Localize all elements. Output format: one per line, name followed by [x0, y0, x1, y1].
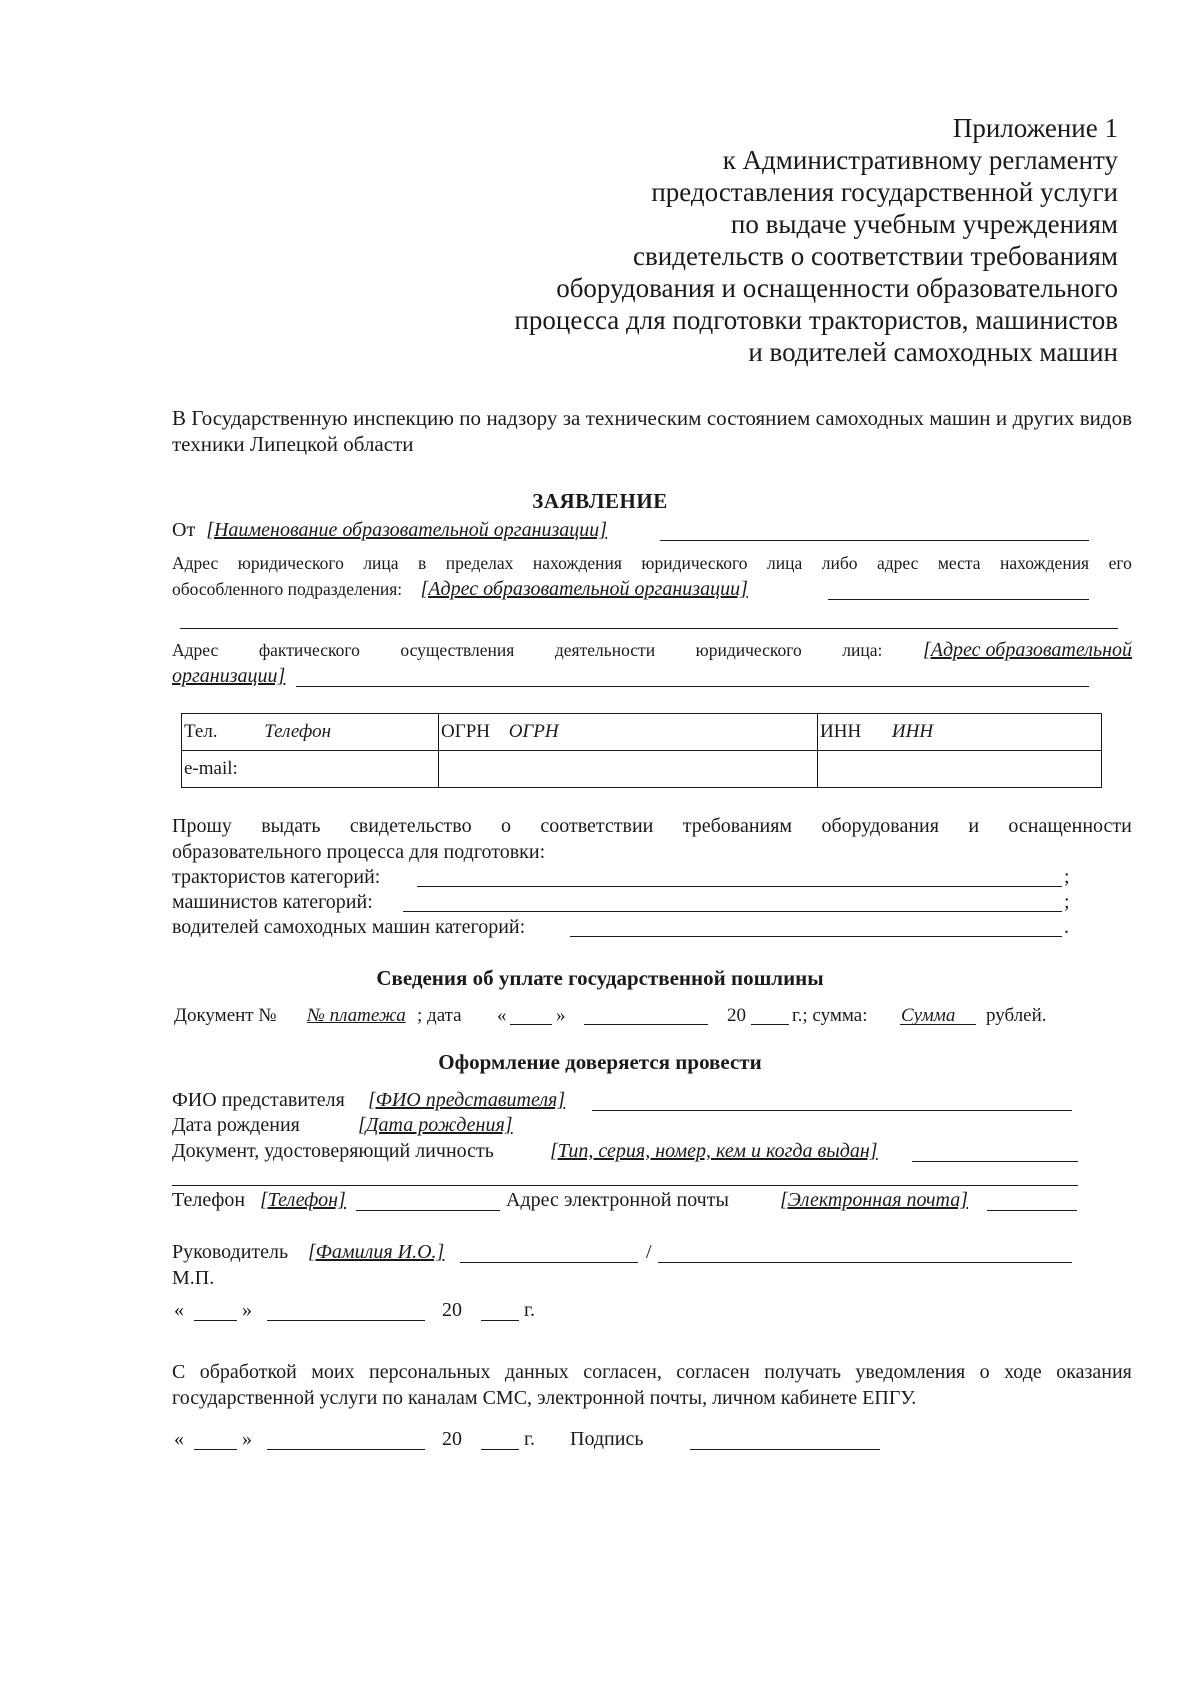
- consent-word: уведомления: [855, 1361, 966, 1383]
- consent-word: согласен,: [583, 1361, 662, 1383]
- consent-word: моих: [311, 1361, 355, 1383]
- driver-categories-label: водителей самоходных машин категорий:: [172, 916, 526, 938]
- ogrn-label: ОГРН: [441, 721, 490, 742]
- header-line: Приложение 1: [952, 113, 1118, 143]
- actual-address-word: осуществления: [400, 640, 515, 660]
- actual-address-word: лица:: [842, 640, 883, 660]
- request-word: и: [968, 815, 980, 837]
- phone-cell[interactable]: [182, 714, 439, 751]
- email-cell[interactable]: [182, 751, 439, 788]
- consent-word: обработкой: [199, 1361, 297, 1383]
- legal-address-word: юридического: [641, 553, 748, 573]
- signature-input[interactable]: [690, 1449, 880, 1450]
- driver-period: .: [1064, 916, 1069, 938]
- head-day-input[interactable]: [194, 1320, 237, 1321]
- legal-address-line2: [172, 577, 748, 601]
- legal-address-word: его: [1108, 553, 1132, 573]
- head-name-underline: [460, 1262, 638, 1263]
- header-line: оборудования и оснащенности образовательного: [556, 273, 1118, 303]
- ogrn-value[interactable]: ОГРН: [508, 721, 559, 742]
- machinist-semicolon: ;: [1064, 891, 1070, 913]
- consent-quote-close: »: [242, 1428, 252, 1450]
- tractor-categories-input[interactable]: [417, 886, 1062, 887]
- actual-address-word: Адрес: [172, 640, 219, 660]
- delegate-id-value[interactable]: [Тип, серия, номер, кем и когда выдан]: [550, 1140, 878, 1162]
- request-word: свидетельство: [349, 815, 472, 837]
- head-quote-close: »: [242, 1299, 252, 1321]
- delegate-id-label: Документ, удостоверяющий личность: [172, 1140, 494, 1162]
- legal-address-value[interactable]: [Адрес образовательной организации]: [420, 578, 748, 600]
- request-word: выдать: [261, 815, 321, 837]
- consent-line2: государственной услуги по каналам СМС, электронной почты, личном кабинете ЕПГУ.: [172, 1387, 917, 1409]
- legal-address-word: пределах: [445, 553, 514, 573]
- delegate-email-underline: [987, 1210, 1077, 1211]
- consent-year-prefix: 20: [442, 1428, 462, 1450]
- consent-month-input[interactable]: [267, 1449, 425, 1450]
- head-label: Руководитель: [172, 1241, 289, 1263]
- head-quote-open: «: [174, 1299, 184, 1321]
- head-year-prefix: 20: [442, 1299, 462, 1321]
- consent-quote-open: «: [174, 1428, 184, 1450]
- request-word: оборудования: [821, 815, 939, 837]
- delegate-email-value[interactable]: [Электронная почта]: [780, 1189, 969, 1211]
- fee-quote-close: »: [556, 1005, 566, 1026]
- inn-label: ИНН: [820, 721, 862, 742]
- delegate-fio-value[interactable]: [ФИО представителя]: [368, 1089, 566, 1111]
- signature-label: Подпись: [570, 1428, 644, 1450]
- legal-address-extra-line: [180, 628, 1118, 629]
- consent-word: согласен: [676, 1361, 750, 1383]
- from-row: [172, 518, 607, 542]
- head-month-input[interactable]: [267, 1320, 425, 1321]
- delegate-birth-value[interactable]: [Дата рождения]: [358, 1114, 513, 1136]
- head-signature-input[interactable]: [658, 1262, 1072, 1263]
- phone-value[interactable]: Телефон: [264, 721, 332, 742]
- fee-quote-open: «: [497, 1005, 507, 1026]
- fee-month-input[interactable]: [584, 1024, 708, 1025]
- head-year-suffix: г.: [524, 1299, 535, 1321]
- request-word: Прошу: [172, 815, 232, 837]
- actual-address-underline: [296, 686, 1089, 687]
- empty-cell[interactable]: [818, 751, 1102, 788]
- addressee: В Государственную инспекцию по надзору за техническим состоянием самоходных машин и других видов техники Липецкой области: [172, 406, 1132, 456]
- actual-address-word: юридического: [695, 640, 802, 660]
- consent-day-input[interactable]: [194, 1449, 237, 1450]
- actual-address-line1: [172, 638, 1132, 662]
- legal-address-word: лица: [767, 553, 803, 573]
- from-label: От: [172, 519, 196, 541]
- actual-address-value-part2[interactable]: организации]: [172, 665, 286, 687]
- header-line: к Административному регламенту: [722, 145, 1118, 175]
- table-row: [182, 751, 1102, 788]
- delegate-birth-label: Дата рождения: [172, 1114, 300, 1136]
- consent-year-suffix: г.: [524, 1428, 535, 1450]
- fee-doc-value[interactable]: № платежа: [307, 1005, 406, 1026]
- fee-date-label: ; дата: [417, 1005, 462, 1026]
- inn-value[interactable]: ИНН: [891, 721, 934, 742]
- request-word: соответствии: [540, 815, 654, 837]
- fee-sum-value[interactable]: Сумма: [901, 1005, 956, 1026]
- legal-address-word: либо: [821, 553, 858, 573]
- actual-address-value-part1[interactable]: [Адрес образовательной: [922, 639, 1132, 661]
- delegate-phone-label: Телефон: [172, 1189, 246, 1211]
- email-label: e-mail:: [184, 758, 238, 779]
- delegate-email-label: Адрес электронной почты: [506, 1189, 729, 1211]
- delegate-section-title: Оформление доверяется провести: [438, 1050, 762, 1074]
- consent-word: получать: [764, 1361, 841, 1383]
- header-line: свидетельств о соответствии требованиям: [633, 241, 1118, 271]
- fee-currency: рублей.: [986, 1005, 1047, 1026]
- header-line: процесса для подготовки трактористов, машинистов: [514, 305, 1118, 335]
- consent-word: ходе: [1004, 1361, 1042, 1383]
- head-slash: /: [646, 1241, 652, 1263]
- request-word: оснащенности: [1008, 815, 1132, 837]
- head-year-input[interactable]: [481, 1320, 519, 1321]
- delegate-id-underline: [912, 1161, 1078, 1162]
- consent-word: данных: [504, 1361, 569, 1383]
- request-word: требованиям: [682, 815, 793, 837]
- delegate-id-extra-line[interactable]: [172, 1185, 1078, 1186]
- request-line2: образовательного процесса для подготовки:: [172, 841, 546, 863]
- actual-address-word: деятельности: [554, 640, 656, 660]
- contacts-table: [181, 713, 1102, 788]
- table-row: [182, 714, 1102, 751]
- ogrn-cell[interactable]: [439, 714, 818, 751]
- actual-address-word: фактического: [258, 640, 360, 660]
- inn-cell[interactable]: [818, 714, 1102, 751]
- appendix-header: [514, 112, 1118, 368]
- legal-address-word: Адрес: [172, 553, 219, 573]
- tractor-categories-label: трактористов категорий:: [172, 866, 381, 888]
- fee-day-input[interactable]: [510, 1024, 552, 1025]
- document-title: ЗАЯВЛЕНИЕ: [532, 489, 668, 513]
- tractor-semicolon: ;: [1064, 866, 1070, 888]
- header-line: предоставления государственной услуги: [651, 177, 1118, 207]
- request-line1: [172, 814, 1132, 838]
- fee-doc-label: Документ №: [174, 1005, 277, 1026]
- fee-year-input[interactable]: [751, 1024, 789, 1025]
- legal-address-word: в: [418, 553, 427, 573]
- machinist-categories-label: машинистов категорий:: [172, 891, 373, 913]
- fee-section-title: Сведения об уплате государственной пошлины: [376, 966, 824, 990]
- consent-line1: [172, 1360, 1132, 1384]
- delegate-phone-underline: [356, 1210, 500, 1211]
- driver-categories-input[interactable]: [570, 936, 1062, 937]
- header-line: по выдаче учебным учреждениям: [730, 209, 1118, 239]
- request-word: о: [500, 815, 511, 837]
- fee-sum-underline: [900, 1024, 976, 1025]
- from-value[interactable]: [Наименование образовательной организации]: [206, 519, 608, 541]
- delegate-fio-label: ФИО представителя: [172, 1089, 345, 1111]
- header-line: и водителей самоходных машин: [748, 337, 1118, 367]
- empty-cell[interactable]: [439, 751, 818, 788]
- legal-address-word: лица: [363, 553, 399, 573]
- fee-year-suffix: г.; сумма:: [792, 1005, 868, 1026]
- fee-year-prefix: 20: [727, 1005, 746, 1026]
- legal-address-word: нахождения: [1000, 553, 1090, 573]
- legal-address-line1: [172, 551, 1132, 575]
- legal-address-word: юридического: [237, 553, 344, 573]
- phone-label: Тел.: [184, 721, 218, 742]
- legal-address-underline: [828, 599, 1089, 600]
- from-underline: [660, 540, 1089, 541]
- stamp-label: М.П.: [172, 1267, 215, 1289]
- legal-address-word: нахождения: [532, 553, 622, 573]
- head-value[interactable]: [Фамилия И.О.]: [308, 1241, 445, 1263]
- legal-address-word: места: [937, 553, 981, 573]
- consent-word: персональных: [369, 1361, 491, 1383]
- consent-word: С: [172, 1361, 186, 1383]
- delegate-phone-value[interactable]: [Телефон]: [260, 1189, 346, 1211]
- consent-year-input[interactable]: [481, 1449, 519, 1450]
- machinist-categories-input[interactable]: [403, 911, 1062, 912]
- legal-address-label: обособленного подразделения:: [172, 579, 403, 599]
- actual-address-line2: [172, 664, 285, 688]
- delegate-fio-underline: [592, 1110, 1072, 1111]
- consent-word: о: [979, 1361, 990, 1383]
- legal-address-word: адрес: [876, 553, 919, 573]
- consent-word: оказания: [1056, 1361, 1132, 1383]
